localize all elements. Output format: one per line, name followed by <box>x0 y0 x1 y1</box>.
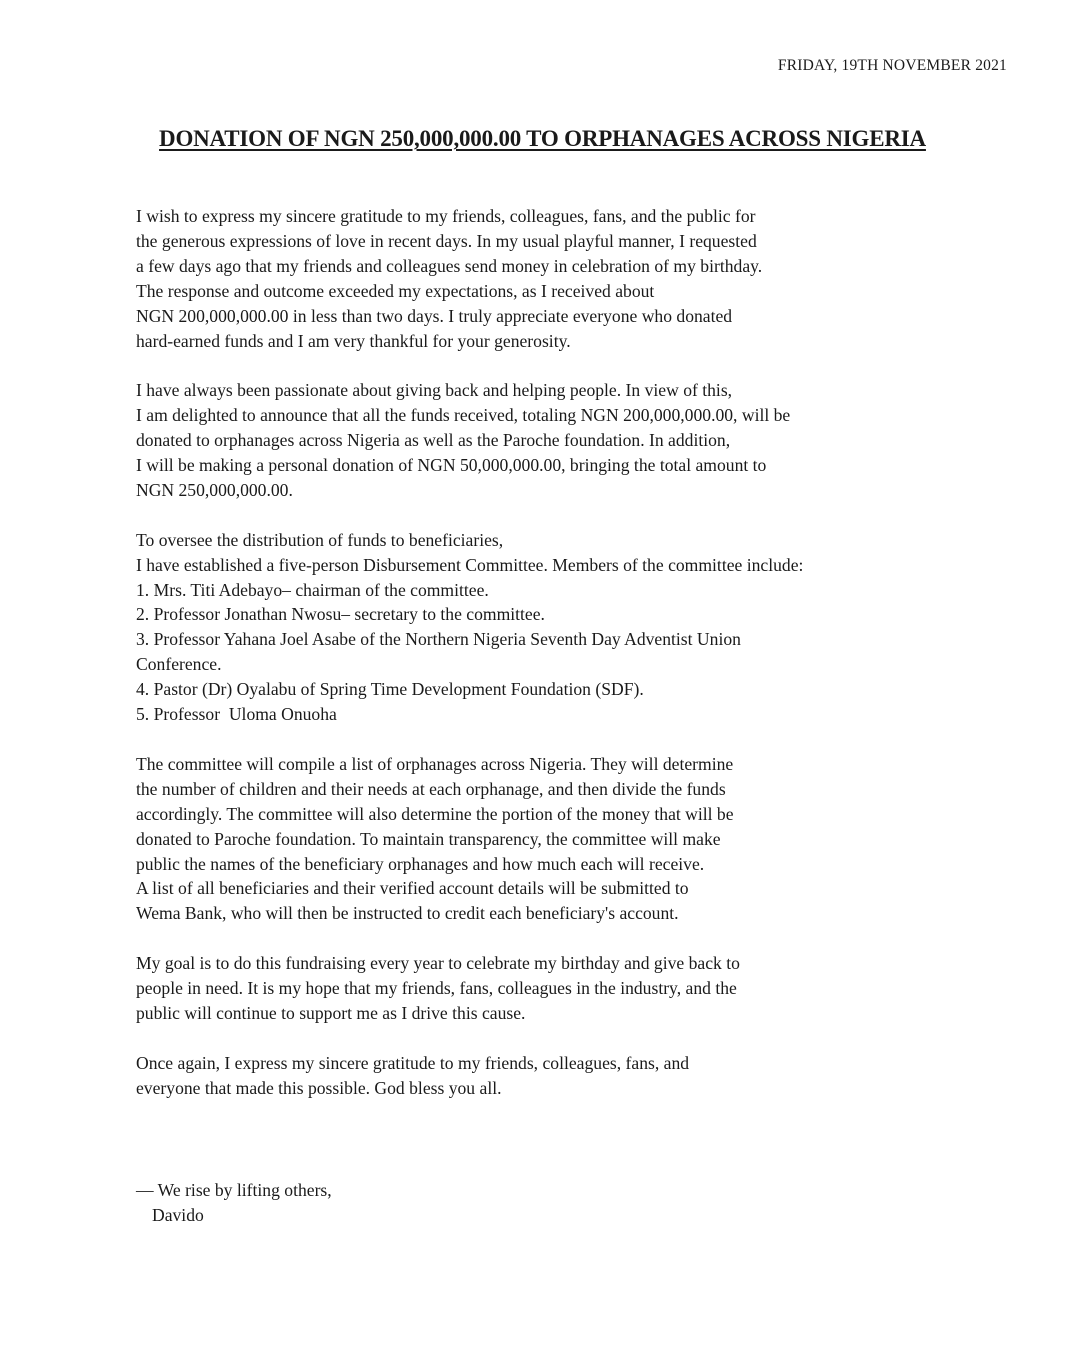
signoff-name: Davido <box>152 1205 204 1225</box>
committee-member-2: 2. Professor Jonathan Nwosu– secretary to the committee. <box>136 604 545 625</box>
text-line: I am delighted to announce that all the funds received, totaling NGN 200,000,000.00, will be <box>136 405 791 426</box>
text-line: The response and outcome exceeded my expectations, as I received about <box>136 280 655 301</box>
text-line: NGN 200,000,000.00 in less than two days. I truly appreciate everyone who donated <box>136 305 733 326</box>
text-line: accordingly. The committee will also determine the portion of the money that will be <box>136 803 734 824</box>
paragraph-goal <box>136 951 1036 1026</box>
paragraph-closing <box>136 1051 1036 1101</box>
committee-member-3: 3. Professor Yahana Joel Asabe of the Northern Nigeria Seventh Day Adventist Union <box>136 629 741 650</box>
text-line: NGN 250,000,000.00. <box>136 479 293 500</box>
text-line: a few days ago that my friends and colleagues send money in celebration of my birthday. <box>136 255 763 276</box>
text-line: My goal is to do this fundraising every year to celebrate my birthday and give back to <box>136 953 740 974</box>
committee-member-4: 4. Pastor (Dr) Oyalabu of Spring Time Development Foundation (SDF). <box>136 679 644 700</box>
text-line: everyone that made this possible. God bless you all. <box>136 1077 502 1098</box>
text-line: I have established a five-person Disbursement Committee. Members of the committee include: <box>136 554 804 575</box>
text-line: The committee will compile a list of orphanages across Nigeria. They will determine <box>136 753 734 774</box>
signoff <box>136 1178 332 1228</box>
paragraph-donation-announcement <box>136 378 1036 503</box>
text-line: I wish to express my sincere gratitude to my friends, colleagues, fans, and the public for <box>136 206 756 226</box>
document-body <box>136 204 1036 1125</box>
committee-member-5: 5. Professor Uloma Onuoha <box>136 704 337 725</box>
paragraph-committee <box>136 528 1036 727</box>
paragraph-gratitude <box>136 204 1036 353</box>
document-date: FRIDAY, 19TH NOVEMBER 2021 <box>777 57 1007 74</box>
text-line: Once again, I express my sincere gratitude to my friends, colleagues, fans, and <box>136 1052 690 1073</box>
text-line: I will be making a personal donation of NGN 50,000,000.00, bringing the total amount to <box>136 455 767 476</box>
text-line: public the names of the beneficiary orphanages and how much each will receive. <box>136 853 705 874</box>
text-line: the generous expressions of love in recent days. In my usual playful manner, I requested <box>136 230 757 251</box>
text-line: To oversee the distribution of funds to beneficiaries, <box>136 529 504 550</box>
text-line: Wema Bank, who will then be instructed to credit each beneficiary's account. <box>136 903 679 924</box>
text-line: people in need. It is my hope that my friends, fans, colleagues in the industry, and the <box>136 978 737 999</box>
paragraph-process <box>136 752 1036 926</box>
text-line: hard-earned funds and I am very thankful for your generosity. <box>136 330 571 351</box>
text-line: public will continue to support me as I drive this cause. <box>136 1002 526 1023</box>
committee-member-1: 1. Mrs. Titi Adebayo– chairman of the committee. <box>136 579 489 600</box>
text-line: donated to Paroche foundation. To maintain transparency, the committee will make <box>136 828 721 849</box>
text-line: A list of all beneficiaries and their verified account details will be submitted to <box>136 878 689 899</box>
signoff-motto: — We rise by lifting others, <box>136 1180 332 1200</box>
committee-member-3-cont: Conference. <box>136 654 222 675</box>
text-line: the number of children and their needs at each orphanage, and then divide the funds <box>136 778 726 799</box>
document-title: DONATION OF NGN 250,000,000.00 TO ORPHANAGES ACROSS NIGERIA <box>159 126 926 151</box>
text-line: donated to orphanages across Nigeria as well as the Paroche foundation. In addition, <box>136 430 731 451</box>
text-line: I have always been passionate about giving back and helping people. In view of this, <box>136 380 733 401</box>
